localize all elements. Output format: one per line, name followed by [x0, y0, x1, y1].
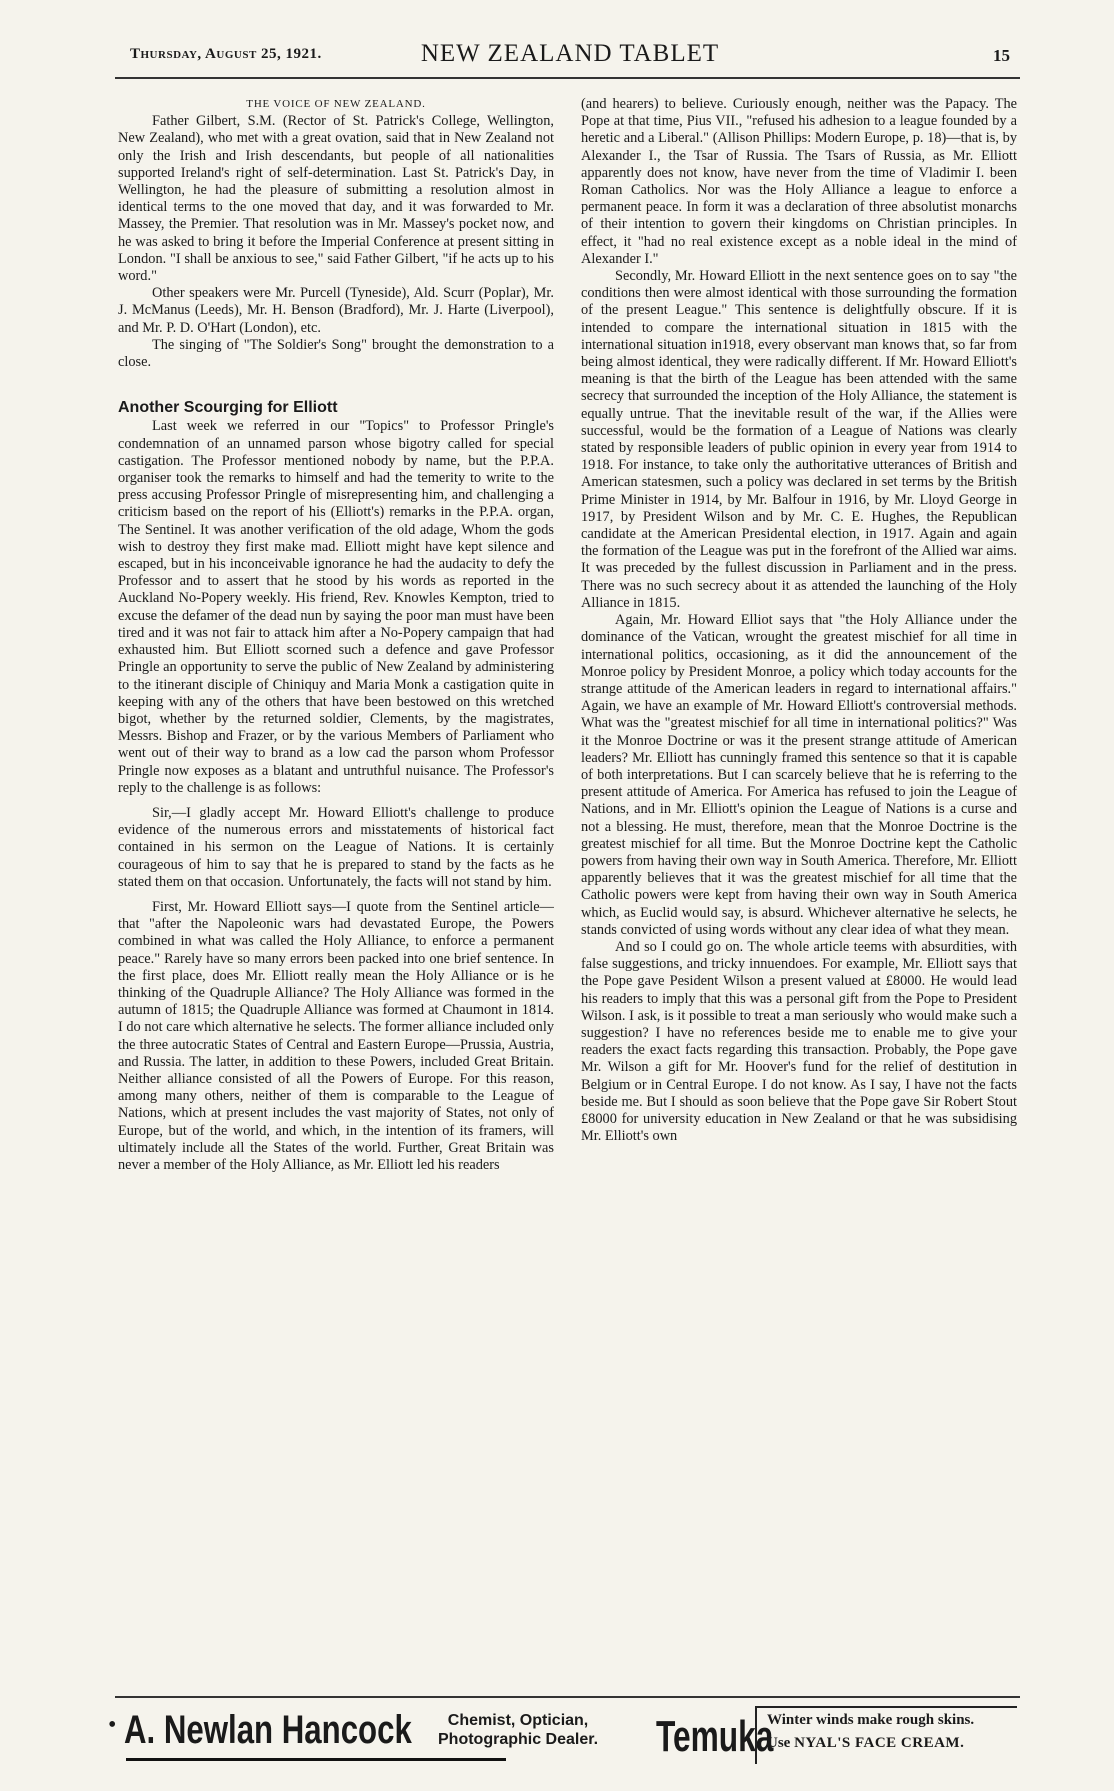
paragraph-letter-opening: Sir,—I gladly accept Mr. Howard Elliott's challenge to produce evidence of the numerous errors and misstatements of historical fact contained in his sermon on the League of Nations. It is certainly courageous of him to say that he is prepared to stand by the facts as he stated them on that occasion. Unfortunately, the facts will not stand by him.	[118, 804, 554, 890]
paragraph-scourging: Last week we referred in our "Topics" to Professor Pringle's condemnation of an unnamed parson whose bigotry called for special castigation. The Professor mentioned nobody by name, but the P.P.A. organiser took the remarks to himself and had the temerity to write to the press accusing Professor Pringle of misrepresenting him, and challenging a criticism based on the report of his (Elliott's) remarks in the P.P.A. organ, The Sentinel. It was another verification of the old adage, Whom the gods wish to destroy they first make mad. Elliott might have kept silence and escaped, but in his inconceivable ignorance he had the audacity to defy the Professor and to assert that he stood by his words as reported in the Auckland No-Popery weekly. His friend, Rev. Knowles Kempton, tried to excuse the defamer of the dead nun by saying the poor man must have been tired and it was not fair to attack him after a No-Popery campaign that had exhausted him. But Elliott scorned such a defence and gave Professor Pringle an opportunity to serve the public of New Zealand by administering to the itinerant disciple of Chiniquy and Maria Monk a castigation quite in keeping with any of the others that have been bestowed on this wretched bigot, whether by the returned soldier, Clements, by the magistrates, Messrs. Bishop and Frazer, or by the various Members of Parliament who went out of their way to brand as a low cad the parson whom Professor Pringle now exposes as a blatant and untruthful nuisance. The Professor's reply to the challenge is as follows:	[118, 418, 554, 796]
paragraph-secondly: Secondly, Mr. Howard Elliott in the next sentence goes on to say "the conditions then were almost identical with those surrounding the formation of the present League." This sentence is delightfully obscure. If it is intended to compare the international situation in 1815 with the international situation in1918, every observant man knows that, so far from being almost identical, they were radically different. If Mr. Howard Elliott's meaning is that the birth of the League has been attended with the same secrecy that surrounded the inception of the Holy Alliance, the statement is equally untrue. That the inevitable result of the war, if the Allies were successful, would be the formation of a League of Nations was clearly stated by responsible leaders of public opinion in every year from 1914 to 1918. For instance, to take only the authoritative utterances of British and American statesmen, such a policy was declared in set terms by the British Prime Minister in 1914, by Mr. Balfour in 1916, by Mr. Lloyd George in 1917, by President Wilson and by Mr. C. E. Hughes, the Republican candidate at the American Presidental election, in 1917. Again and again the formation of the League was put in the forefront of the Allied war aims. It was preceded by the fullest discussion in Parliament and in the press. There was no such secrecy about it as attended the launching of the Holy Alliance in 1815.	[581, 268, 1017, 611]
advert-service-chemist: Chemist, Optician,	[447, 1712, 589, 1729]
advert-business-name: A. Newlan Hancock	[124, 1708, 412, 1752]
advert-cream-box	[755, 1706, 1017, 1764]
advert-slogan: Winter winds make rough skins.	[767, 1712, 975, 1728]
left-column	[118, 96, 554, 1696]
advert-bullet: •	[108, 1712, 117, 1738]
issue-date: Thursday, August 25, 1921.	[130, 46, 322, 62]
advert-cream-use: Use	[767, 1735, 791, 1751]
paragraph-continued: (and hearers) to believe. Curiously enough, neither was the Papacy. The Pope at that time, Pius VII., "refused his adhesion to a league founded by a heretic and a Liberal." (Allison Phillips: Modern Europe, p. 18)—that is, by Alexander I., the Tsar of Russia. The Tsars of Russia, as Mr. Elliott apparently does not know, have never from the time of Vladimir I. been Roman Catholics. Nor was the Holy Alliance a league to enforce a permanent peace. In form it was a declaration of three absolutist monarchs of their intention to govern their kingdoms on Christian principles. In effect, it "had no real existence except as a noble ideal in the mind of Alexander I."	[581, 96, 1017, 267]
paragraph-again: Again, Mr. Howard Elliot says that "the Holy Alliance under the dominance of the Vatican, wrought the greatest mischief for all time in international politics, occasioning, as it did the announcement of the Monroe policy by President Monroe, a policy which today accounts for the strange attitude of the American leaders in regard to international affairs." Again, we have an example of Mr. Howard Elliott's controversial methods. What was the "greatest mischief for all time in international politics?" Was it the Monroe Doctrine or was it the present strange attitude of American leaders? Mr. Elliott has cunningly framed this sentence so that it is capable of both interpretations. But I can scarcely believe that he is referring to the present attitude of America. For America has refused to join the League of Nations, and in Mr. Elliott's opinion the League of Nations is a curse and not a blessing. He must, therefore, mean that the Monroe Doctrine is the greatest mischief for all time. But the Monroe Doctrine kept the Catholic powers from having their own way in South America. Therefore, Mr. Elliott apparently believes that it was the greatest mischief for all time that the Catholic powers were kept from having their own way in South America which, as Euclid would say, is absurd. Whichever alternative he selects, he stands convicted of using words without any clear idea of what they mean.	[581, 612, 1017, 938]
page-number: 15	[993, 46, 1010, 65]
advert-cream	[767, 1735, 964, 1752]
advert-cream-brand: NYAL'S FACE CREAM.	[794, 1735, 965, 1751]
newspaper-title: NEW ZEALAND TABLET	[420, 40, 720, 67]
masthead	[130, 40, 1010, 74]
paragraph-first-point: First, Mr. Howard Elliott says—I quote from the Sentinel article—that "after the Napoleonic wars had devastated Europe, the Powers combined in what was called the Holy Alliance, to enforce a permanent peace." Rarely have so many errors been packed into one brief sentence. In the first place, does Mr. Elliott really mean the Holy Alliance or is he thinking of the Quadruple Alliance? The Holy Alliance was formed in the autumn of 1815; the Quadruple Alliance was formed at Chaumont in 1814. I do not care which alternative he selects. The former alliance included only the three autocratic States of Central and Eastern Europe—Prussia, Austria, and Russia. The latter, in addition to these Powers, included Great Britain. Neither alliance consisted of all the Powers of Europe. For this reason, among many others, neither of them is comparable to the League of Nations, which at present includes the vast majority of States, not only of Europe, but of the world, and which, in the intention of its framers, will ultimately include all the States of the world. Further, Great Britain was never a member of the Holy Alliance, as Mr. Elliott led his readers	[118, 898, 554, 1173]
paragraph-gilbert: Father Gilbert, S.M. (Rector of St. Patrick's College, Wellington, New Zealand), who met with a great ovation, said that in New Zealand not only the Irish and Irish descendants, but people of all nationalities supported Ireland's right of self-determination. Last St. Patrick's Day, in Wellington, he had the pleasure of submitting a resolution almost in identical terms to the one moved that day, and it was forwarded to Mr. Massey, the Premier. That resolution was in Mr. Massey's pocket now, and he was asked to bring it before the Imperial Conference at present sitting in London. "I shall be anxious to see," said Father Gilbert, "if he acts up to his word."	[118, 113, 554, 285]
section-kicker: THE VOICE OF NEW ZEALAND.	[246, 98, 426, 110]
paragraph-speakers: Other speakers were Mr. Purcell (Tyneside), Ald. Scurr (Poplar), Mr. J. McManus (Leeds), Mr. H. Benson (Bradford), Mr. J. Harte (Liverpool), and Mr. P. D. O'Hart (London), etc.	[118, 285, 554, 336]
right-column	[581, 96, 1017, 1696]
advert-town: Temuka	[656, 1712, 774, 1761]
advert-underline	[126, 1758, 506, 1761]
paragraph-singing: The singing of "The Soldier's Song" brought the demonstration to a close.	[118, 336, 554, 371]
article-headline: Another Scourging for Elliott	[118, 399, 338, 417]
advert-service-photo: Photographic Dealer.	[438, 1731, 599, 1748]
advert-services	[438, 1711, 598, 1749]
masthead-rule	[115, 77, 1020, 79]
advert-rule	[115, 1696, 1020, 1698]
advertisement	[108, 1702, 1018, 1772]
paragraph-and-so: And so I could go on. The whole article teems with absurdities, with false suggestions, and tricky innuendoes. For example, Mr. Elliott says that the Pope gave Pesident Wilson a present valued at £8000. He would lead his readers to imply that this was a personal gift from the Pope to President Wilson. I ask, is it possible to treat a man seriously who would make such a suggestion? I have no references beside me to enable me to give your readers the exact facts regarding this transaction. Probably, the Pope gave Mr. Wilson a gift for Mr. Hoover's fund for the relief of destitution in Belgium or in Central Europe. I do not know. As I say, I have not the facts beside me. But I should as soon believe that the Pope gave Sir Robert Stout £8000 for university education in New Zealand or that he was subsidising Mr. Elliott's own	[581, 938, 1017, 1145]
